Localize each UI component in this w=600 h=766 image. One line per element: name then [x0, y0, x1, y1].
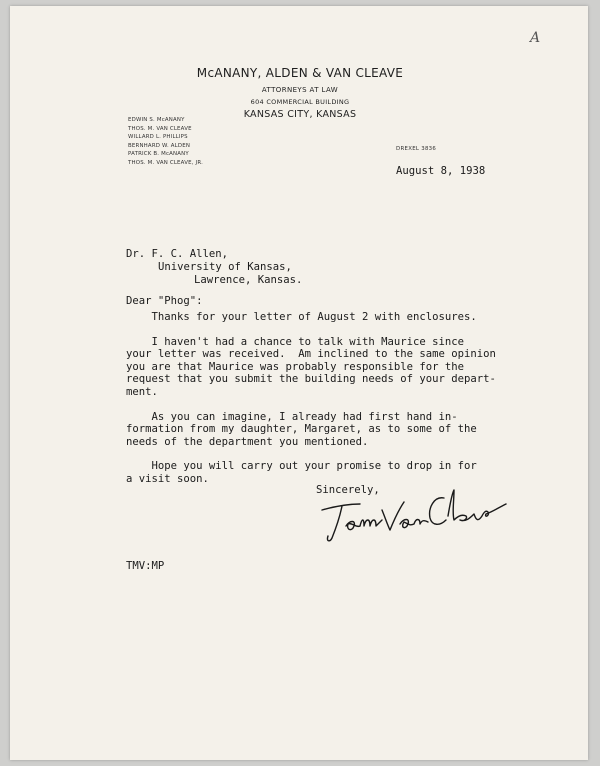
partner-name: THOS. M. VAN CLEAVE [128, 125, 192, 132]
recipient-name: Dr. F. C. Allen, [126, 248, 229, 260]
closing: Sincerely, [316, 484, 380, 496]
partner-name: EDWIN S. McANANY [128, 117, 185, 123]
body-paragraph: Thanks for your letter of August 2 with enclosures. [126, 311, 477, 323]
firm-phone: DREXEL 3836 [396, 146, 437, 152]
body-paragraph: I haven't had a chance to talk with Maurice since your letter was received. Am inclined to the same opinion you are that Maurice was probably responsible for the request that you submit the building needs of your depart- ment. [126, 335, 496, 398]
letter-date: August 8, 1938 [396, 165, 486, 177]
firm-city: KANSAS CITY, KANSAS [243, 109, 357, 120]
handwritten-signature [316, 468, 516, 548]
recipient-city: Lawrence, Kansas. [194, 274, 303, 286]
partner-name: BERNHARD W. ALDEN [128, 142, 191, 149]
partner-name: PATRICK B. McANANY [128, 151, 189, 158]
partner-name: THOS. M. VAN CLEAVE, JR. [128, 159, 203, 166]
partner-list [128, 116, 203, 168]
firm-name: McANANY, ALDEN & VAN CLEAVE [196, 66, 404, 80]
typist-initials: TMV:MP [126, 560, 165, 572]
body-paragraph: As you can imagine, I already had first hand in- formation from my daughter, Margaret, as to some of the needs of the department you mentioned. [126, 410, 477, 448]
recipient-address [126, 248, 302, 287]
corner-mark: A [530, 30, 541, 46]
firm-address: 604 COMMERCIAL BUILDING [250, 98, 350, 106]
partner-name: WILLARD L. PHILLIPS [128, 134, 188, 141]
body-paragraph: Hope you will carry out your promise to drop in for a visit soon. [126, 460, 477, 485]
firm-profession: ATTORNEYS AT LAW [261, 86, 339, 94]
salutation: Dear "Phog": [126, 295, 203, 307]
recipient-institution: University of Kansas, [158, 261, 292, 273]
